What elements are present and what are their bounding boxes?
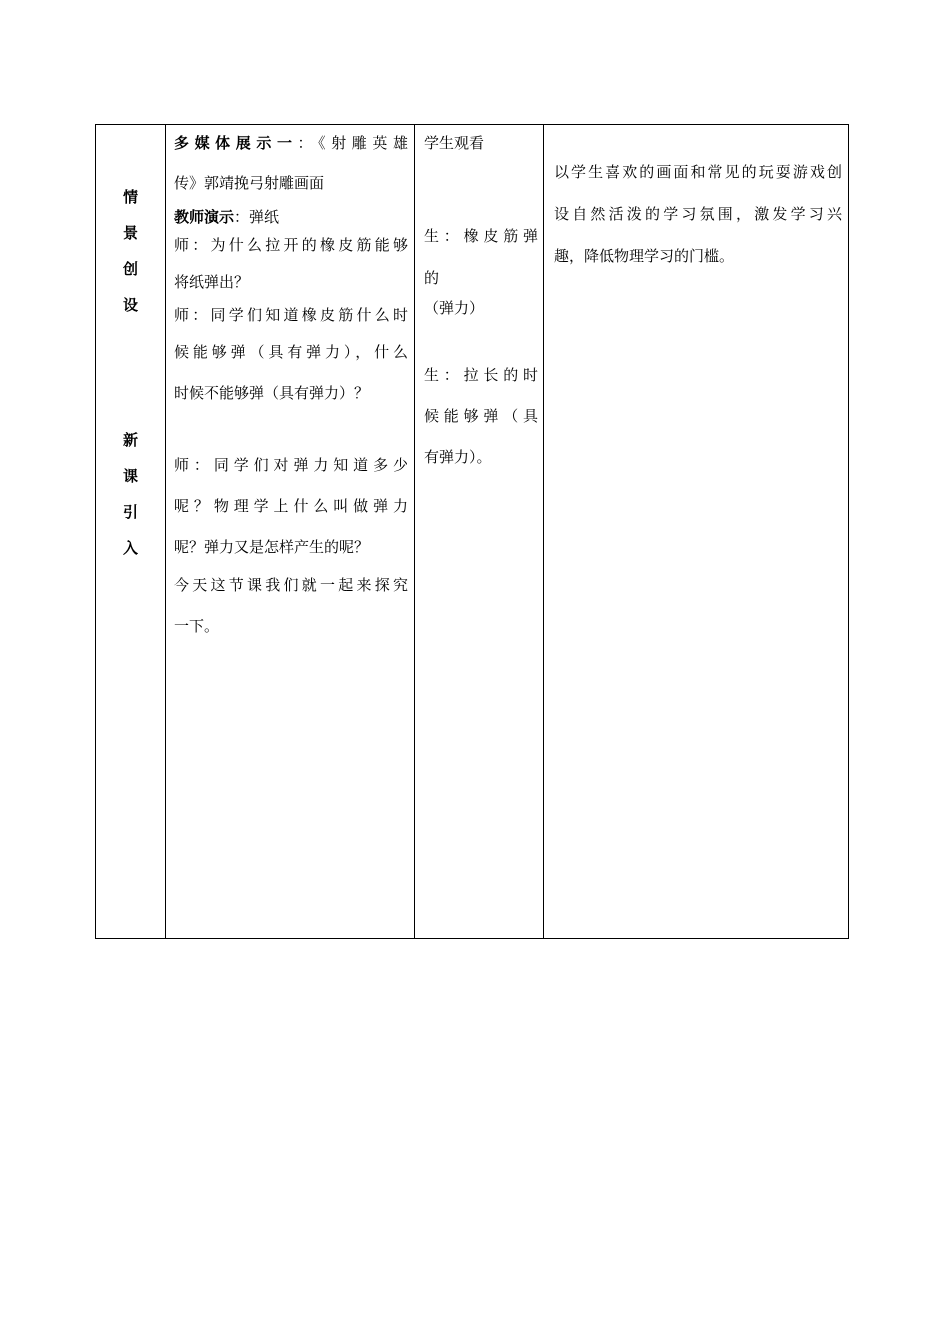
text-line: 多媒体展示一：《射雕英雄 bbox=[174, 134, 408, 152]
stage-char: 入 bbox=[122, 539, 138, 557]
text-line: 呢？弹力又是怎样产生的呢？ bbox=[174, 538, 370, 556]
student-activity-cell bbox=[424, 129, 538, 480]
text-line: 时候不能够弹（具有弹力）？ bbox=[174, 384, 370, 402]
column-divider bbox=[165, 125, 166, 938]
stage-char: 新 bbox=[122, 431, 138, 449]
stage-char: 设 bbox=[122, 296, 138, 314]
design-intent-cell bbox=[554, 158, 842, 279]
text-line: 呢？物理学上什么叫做弹力 bbox=[174, 497, 408, 515]
demo-heading: 教师演示 bbox=[174, 208, 235, 226]
text-line: 一下。 bbox=[174, 617, 220, 635]
text-line: 师：同学们对弹力知道多少 bbox=[174, 456, 408, 474]
text-line: 有弹力）。 bbox=[424, 448, 492, 466]
text-line: 趣，降低物理学习的门槛。 bbox=[554, 247, 735, 265]
text-line: 以学生喜欢的画面和常见的玩耍游戏创 bbox=[554, 163, 842, 181]
teacher-activity-cell bbox=[174, 129, 408, 649]
column-divider bbox=[543, 125, 544, 938]
text-line: 今天这节课我们就一起来探究 bbox=[174, 576, 408, 594]
text-line: 的 bbox=[424, 269, 440, 287]
column-divider bbox=[414, 125, 415, 938]
text-line: 设自然活泼的学习氛围，激发学习兴 bbox=[554, 205, 842, 223]
stage-char: 景 bbox=[122, 224, 138, 242]
text-line: 传》郭靖挽弓射雕画面 bbox=[174, 174, 325, 192]
text-line: （弹力） bbox=[424, 299, 485, 317]
text-line: 学生观看 bbox=[424, 134, 485, 152]
stage-char: 引 bbox=[122, 503, 138, 521]
text-line: 师：为什么拉开的橡皮筋能够 bbox=[174, 236, 408, 254]
text-line: 候能够弹（具 bbox=[424, 407, 538, 425]
text-line: 生：拉长的时 bbox=[424, 366, 538, 384]
stage-char: 课 bbox=[122, 467, 138, 485]
text-line: 生：橡皮筋弹 bbox=[424, 227, 538, 245]
text-line: 候能够弹（具有弹力），什么 bbox=[174, 343, 408, 361]
stage-char: 情 bbox=[122, 188, 138, 206]
text-line: 师：同学们知道橡皮筋什么时 bbox=[174, 306, 408, 324]
stage-char: 创 bbox=[122, 260, 138, 278]
lesson-table bbox=[95, 124, 849, 939]
multimedia-heading: 多媒体展示一 bbox=[174, 134, 298, 152]
text-line: 教师演示：弹纸 bbox=[174, 208, 280, 226]
text-line: 将纸弹出？ bbox=[174, 273, 250, 291]
